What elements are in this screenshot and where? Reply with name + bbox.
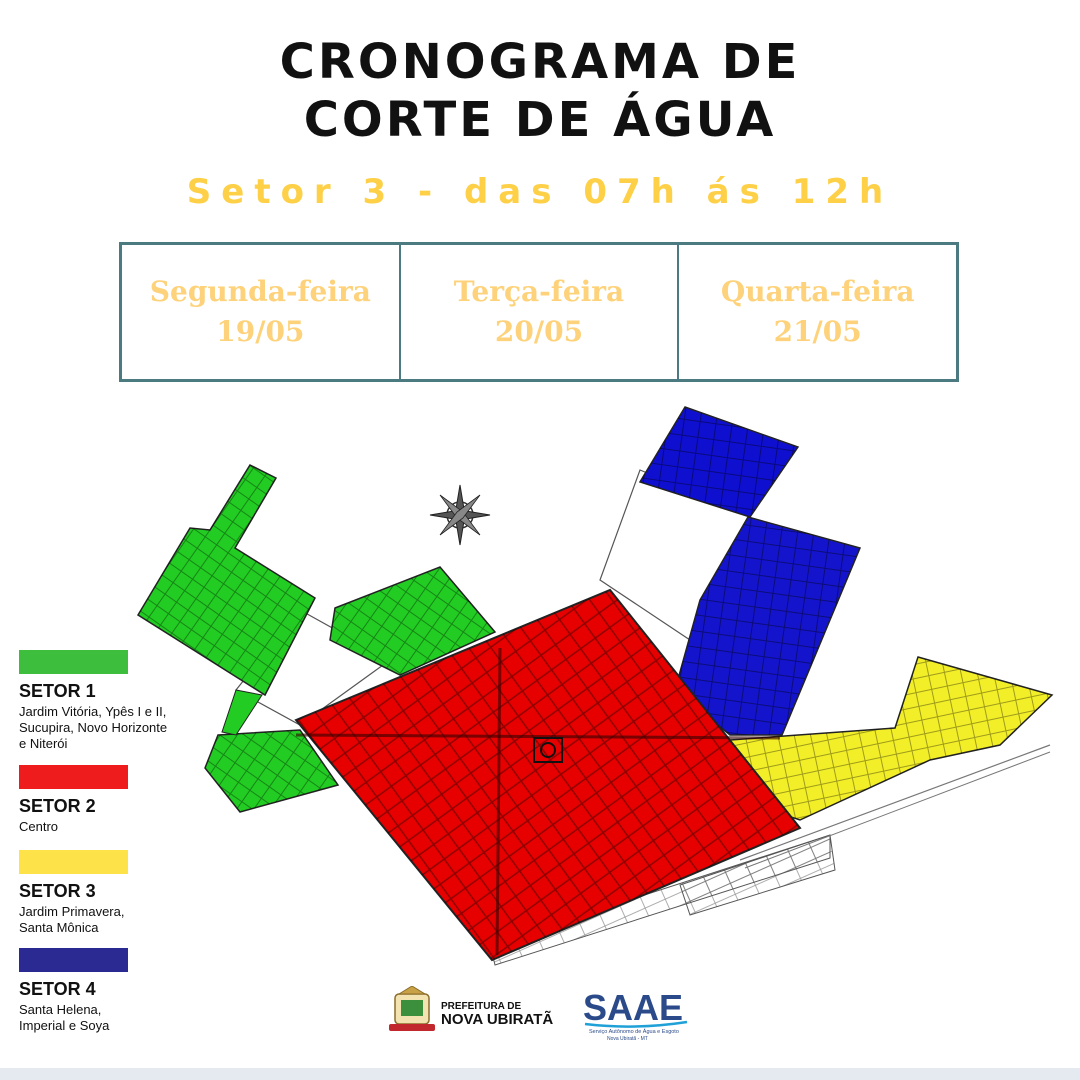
prefeitura-crest-icon	[389, 986, 435, 1031]
legend-desc: Santa Helena, Imperial e Soya	[19, 1002, 110, 1033]
day-date: 21/05	[773, 315, 862, 348]
legend-desc: Centro	[19, 819, 59, 834]
legend-item-setor-1	[19, 650, 167, 752]
legend-item-setor-3	[19, 850, 128, 936]
bottom-band	[0, 1068, 1080, 1080]
legend-desc: Jardim Vitória, Ypês I e II, Sucupira, Novo Horizonte e Niterói	[19, 704, 168, 751]
day-name: Quarta-feira	[720, 275, 915, 308]
saae-line-2: Nova Ubiratã - MT	[607, 1036, 648, 1042]
prefeitura-line-2: NOVA UBIRATÃ	[441, 1011, 554, 1028]
legend-title: SETOR 1	[19, 681, 96, 701]
legend-item-setor-4	[19, 948, 128, 1034]
schedule-cell-monday	[122, 245, 401, 379]
schedule-table	[119, 242, 959, 382]
legend-title: SETOR 2	[19, 796, 96, 816]
logos-bar	[385, 986, 705, 1046]
legend-swatch	[19, 650, 128, 674]
compass-rose-icon	[430, 485, 490, 545]
day-date: 20/05	[494, 315, 584, 348]
day-date: 19/05	[216, 315, 305, 348]
saae-line-1: Serviço Autônomo de Água e Esgoto	[589, 1029, 679, 1035]
title-line-1: CRONOGRAMA DE	[279, 34, 801, 90]
subtitle-sector-time: Setor 3 - das 07h ás 12h	[186, 172, 894, 212]
legend-title: SETOR 4	[19, 979, 96, 999]
title-line-2: CORTE DE ÁGUA	[303, 92, 777, 148]
legend-swatch	[19, 850, 128, 874]
legend-desc: Jardim Primavera, Santa Mônica	[19, 904, 125, 935]
legend-title: SETOR 3	[19, 881, 96, 901]
day-name: Segunda-feira	[149, 275, 371, 308]
legend-swatch	[19, 765, 128, 789]
day-name: Terça-feira	[453, 275, 625, 308]
prefeitura-line-1: PREFEITURA DE	[441, 1001, 522, 1012]
schedule-cell-wednesday	[679, 245, 956, 379]
legend-item-setor-2	[19, 765, 128, 835]
schedule-cell-tuesday	[401, 245, 680, 379]
saae-logo-text: SAAE	[583, 987, 684, 1028]
legend-swatch	[19, 948, 128, 972]
